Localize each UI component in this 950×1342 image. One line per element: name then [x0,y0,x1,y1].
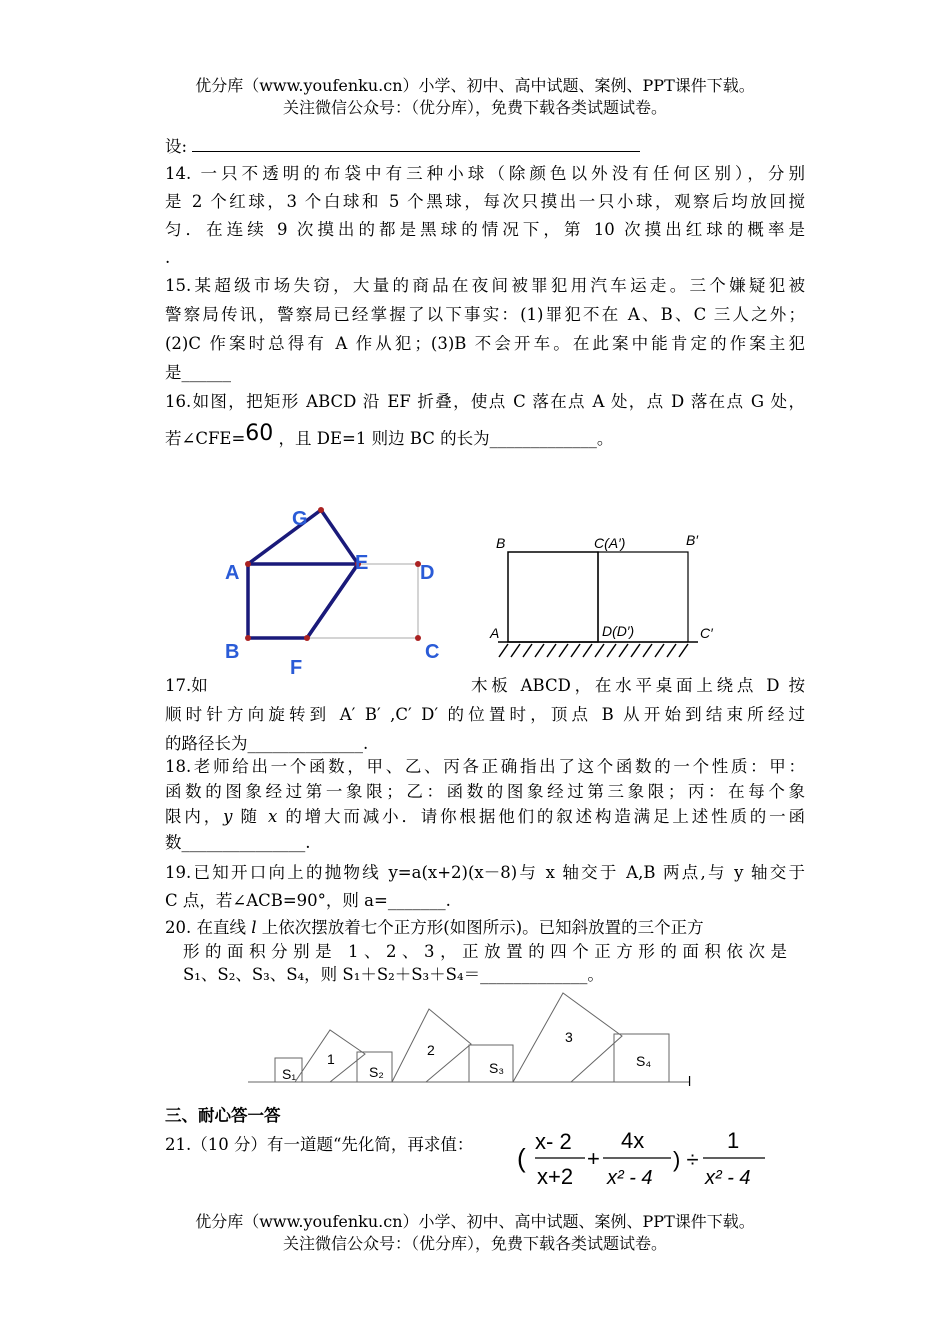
label-1: 1 [327,1051,335,1067]
point-b [245,635,251,641]
label-a: A [490,625,500,641]
close-paren-divide: ) ÷ [673,1147,699,1172]
label-c: C [425,641,440,663]
q14-line-2: 是 2 个红球，3 个白球和 5 个黑球，每次只摸出一只小球，观察后均放回搅 [165,192,805,211]
label-f: F [290,657,303,679]
q17-line-1: 17.如 [165,676,208,695]
hatch-mark [499,644,508,657]
q18-line-3: 限内，y 随 x 的增大而减小．请你根据他们的叙述构造满足上述性质的一函 [165,807,805,826]
fraction-2-denominator: x² - 4 [607,1167,653,1189]
fraction-1-denominator: x+2 [537,1164,574,1189]
q15-line-2: 警察局传讯，警察局已经掌握了以下事实：(1)罪犯不在 A、B、C 三人之外； [165,305,805,324]
q17-line-3: 的路径长为______________. [165,734,369,753]
label-s4: S₄ [636,1053,652,1069]
label-d-d: D(D′) [602,623,635,639]
label-s3: S₃ [489,1060,505,1076]
point-f [304,635,310,641]
hatch-mark [679,644,688,657]
hatch-mark [595,644,604,657]
table-hatching [499,644,688,657]
hatch-mark [511,644,520,657]
hatch-mark [607,644,616,657]
q14-line-4: . [165,248,171,267]
q13-tail: 设: [165,135,805,159]
q14-line-1: 14. 一只不透明的布袋中有三种小球（除颜色以外没有任何区别），分别 [165,164,805,183]
point-g [318,507,324,513]
q15-line-1: 15.某超级市场失窃，大量的商品在夜间被罪犯用汽车运走。三个嫌疑犯被 [165,276,805,295]
board-abcd [508,552,598,642]
angle-value: 60 [245,421,274,446]
fraction-3-numerator: 1 [727,1128,740,1153]
label-g: G [292,508,308,530]
squares-figure [245,988,715,1093]
q15-line-4: 是______ [165,363,231,382]
fraction-3-denominator: x² - 4 [705,1167,751,1189]
q14-line-3: 匀．在连续 9 次摸出的都是黑球的情况下，第 10 次摸出红球的概率是 [165,220,805,239]
q18-line-2: 函数的图象经过第一象限；乙：函数的图象经过第三象限；丙：在每个象 [165,782,805,801]
hatch-mark [643,644,652,657]
label-l: l [688,1073,692,1089]
plus-sign: + [587,1146,600,1171]
label-c-a: C(A′) [594,535,626,551]
q18-line-1: 18.老师给出一个函数，甲、乙、丙各正确指出了这个函数的一个性质：甲： [165,757,805,776]
label-b: B [225,641,240,663]
label-s1: S₁ [282,1066,297,1082]
fold-figure [215,495,455,685]
hatch-mark [523,644,532,657]
q17-line-1-end: 木板 ABCD，在水平桌面上绕点 D 按 [471,676,805,695]
label-3: 3 [565,1029,573,1045]
hatch-mark [547,644,556,657]
hatch-mark [631,644,640,657]
label-c-prime: C′ [700,625,713,641]
hatch-mark [535,644,544,657]
q19-line-2: C 点，若∠ACB=90°，则 a=_______. [165,891,451,910]
hatch-mark [619,644,628,657]
header-line-1: 优分库（www.youfenku.cn）小学、初中、高中试题、案例、PPT课件下载。 [195,76,755,95]
q20-line-2: 形的面积分别是 1、2、3，正放置的四个正方形的面积依次是 [183,942,787,961]
q16-line-2: 若∠CFE=60 ，且 DE=1 则边 BC 的长为_____________。 [165,421,614,448]
section-heading: 三、耐心答一答 [165,1106,281,1125]
point-c [415,635,421,641]
q15-line-3: (2)C 作案时总得有 A 作从犯；(3)B 不会开车。在此案中能肯定的作案主犯 [165,334,805,353]
hatch-mark [667,644,676,657]
label-d: D [420,562,435,584]
label-b: B [496,535,506,551]
hatch-mark [571,644,580,657]
q20-line-1: 20. 在直线 l 上依次摆放着七个正方形(如图所示)。已知斜放置的三个正方 [165,918,704,937]
fraction-2-numerator: 4x [621,1128,645,1153]
hatch-mark [559,644,568,657]
footer-line-1: 优分库（www.youfenku.cn）小学、初中、高中试题、案例、PPT课件下载。 [195,1212,755,1231]
point-a [245,561,251,567]
label-2: 2 [427,1042,435,1058]
fraction-1-numerator: x- 2 [535,1129,572,1154]
q16-line-1: 16.如图，把矩形 ABCD 沿 EF 折叠，使点 C 落在点 A 处，点 D 落在点 G 处， [165,392,805,411]
label-b-prime: B′ [686,532,698,548]
q18-line-4: 数_______________. [165,833,311,852]
q21-text: 21.（10 分）有一道题“先化简，再求值： [165,1135,474,1154]
q17-line-2: 顺时针方向旋转到 A′ B′ ,C′ D′ 的位置时，顶点 B 从开始到结束所经过 [165,705,805,724]
hatch-mark [583,644,592,657]
left-paren: ( [517,1143,526,1173]
quad-ABFE [248,564,358,638]
footer-line-2: 关注微信公众号：（优分库），免费下载各类试题试卷。 [282,1234,667,1253]
label-a: A [225,562,240,584]
hatch-mark [655,644,664,657]
label-e: E [355,552,369,574]
board-figure [480,525,730,665]
q21-expression [515,1122,775,1192]
q19-line-1: 19.已知开口向上的抛物线 y=a(x+2)(x－8)与 x 轴交于 A,B 两点,与 y 轴交于 [165,863,805,882]
label-s2: S₂ [369,1064,384,1080]
header-line-2: 关注微信公众号：（优分库），免费下载各类试题试卷。 [282,98,667,117]
q20-line-3: S₁、S₂、S₃、S₄，则 S₁＋S₂＋S₃＋S₄＝_____________。 [183,965,604,984]
answer-blank [192,137,640,152]
